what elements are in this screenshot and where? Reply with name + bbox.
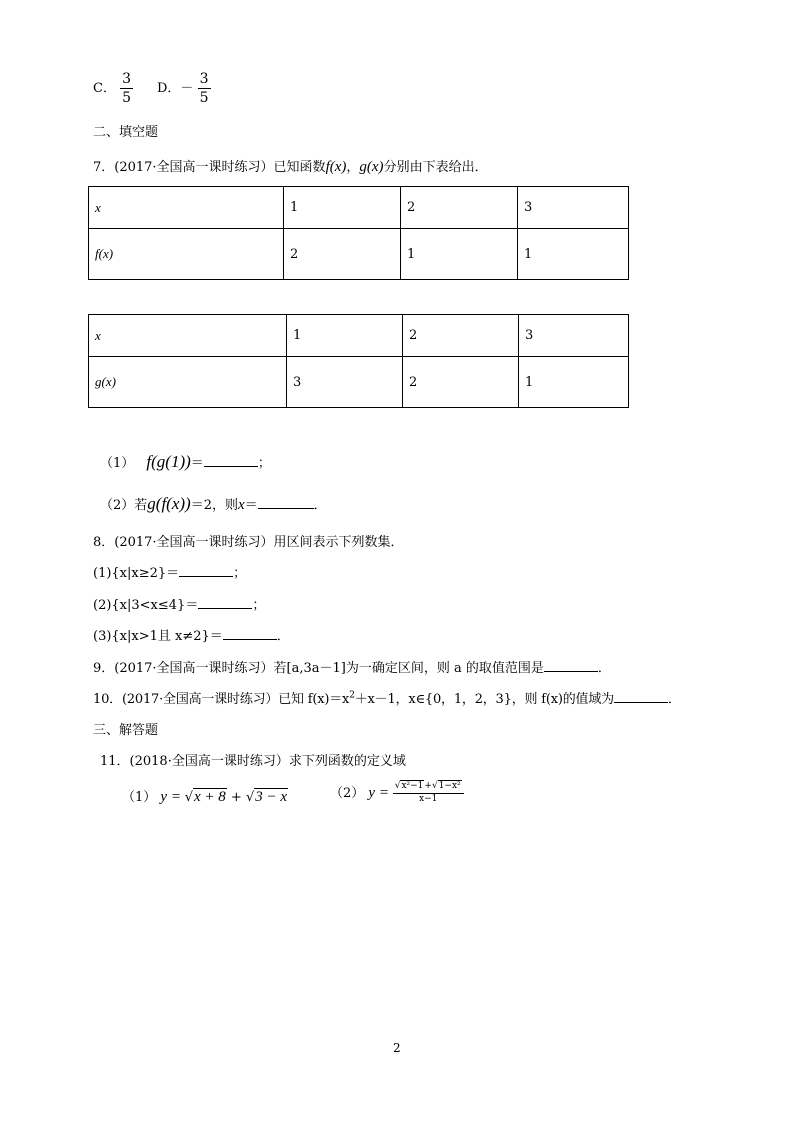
q11-title: 11．(2018·全国高一课时练习）求下列函数的定义域 — [100, 754, 406, 769]
q8-item: (1){x|x≥2}＝ ； — [93, 566, 247, 581]
table-row: g(x) 3 2 1 — [89, 357, 629, 408]
q11-part1: （1） y = √x + 8 + √3 − x — [122, 789, 288, 805]
table-row: x 1 2 3 — [89, 187, 629, 229]
table-g — [88, 314, 629, 408]
q7-sub2: （2）若g(f(x))＝2，则x＝ ． — [100, 494, 327, 513]
answer-blank[interactable] — [204, 454, 258, 467]
q10: 10．(2017·全国高一课时练习）已知 $f(x)=x^2+x-1$，x∈{0，1，2，3}，则 f(x)的值域为 ． — [93, 690, 681, 707]
q8-title: 8．(2017·全国高一课时练习）用区间表示下列数集． — [93, 535, 404, 550]
section2-title: 二、填空题 — [93, 125, 159, 140]
fraction-d: $\frac{3}{5}$ — [199, 71, 209, 106]
table-row: f(x) 2 1 1 — [89, 229, 629, 280]
answer-blank[interactable] — [223, 627, 277, 640]
answer-blank[interactable] — [614, 690, 668, 703]
option-c: C． $\frac{3}{5}$ — [93, 71, 132, 106]
fraction-domain: $\frac{\text{√x²−1+√1−x²}}{x-1}$ — [393, 782, 464, 805]
fraction-c: $\frac{3}{5}$ — [122, 71, 132, 106]
page-number: 2 — [393, 1041, 401, 1055]
sqrt-symbol: √ — [184, 790, 193, 805]
answer-blank[interactable] — [544, 659, 598, 672]
section3-title: 三、解答题 — [93, 723, 159, 738]
table-f — [88, 186, 629, 280]
answer-blank[interactable] — [258, 496, 314, 509]
q9: 9．(2017·全国高一课时练习）若[a,3a－1]为一确定区间，则 a 的取值范围是 ． — [93, 661, 611, 676]
q8-item: (3){x|x>1且 x≠2}＝ ． — [93, 629, 290, 644]
option-d: D．－ $\frac{3}{5}$ — [157, 71, 209, 106]
table-row: x 1 2 3 — [89, 315, 629, 357]
sqrt-symbol: √ — [245, 790, 255, 805]
answer-blank[interactable] — [198, 596, 252, 609]
q11-part2: （2） y = $\frac{\text{√x²−1+√1−x²}}{x-1}$ — [330, 782, 464, 805]
q8-item: (2){x|3<x≤4}＝ ； — [93, 598, 266, 613]
q7-stem: 7．(2017·全国高一课时练习）已知函数f(x)，g(x)分别由下表给出． — [93, 159, 488, 175]
answer-blank[interactable] — [179, 564, 233, 577]
q7-sub1: （1） f(g(1))＝ ； — [100, 452, 271, 471]
